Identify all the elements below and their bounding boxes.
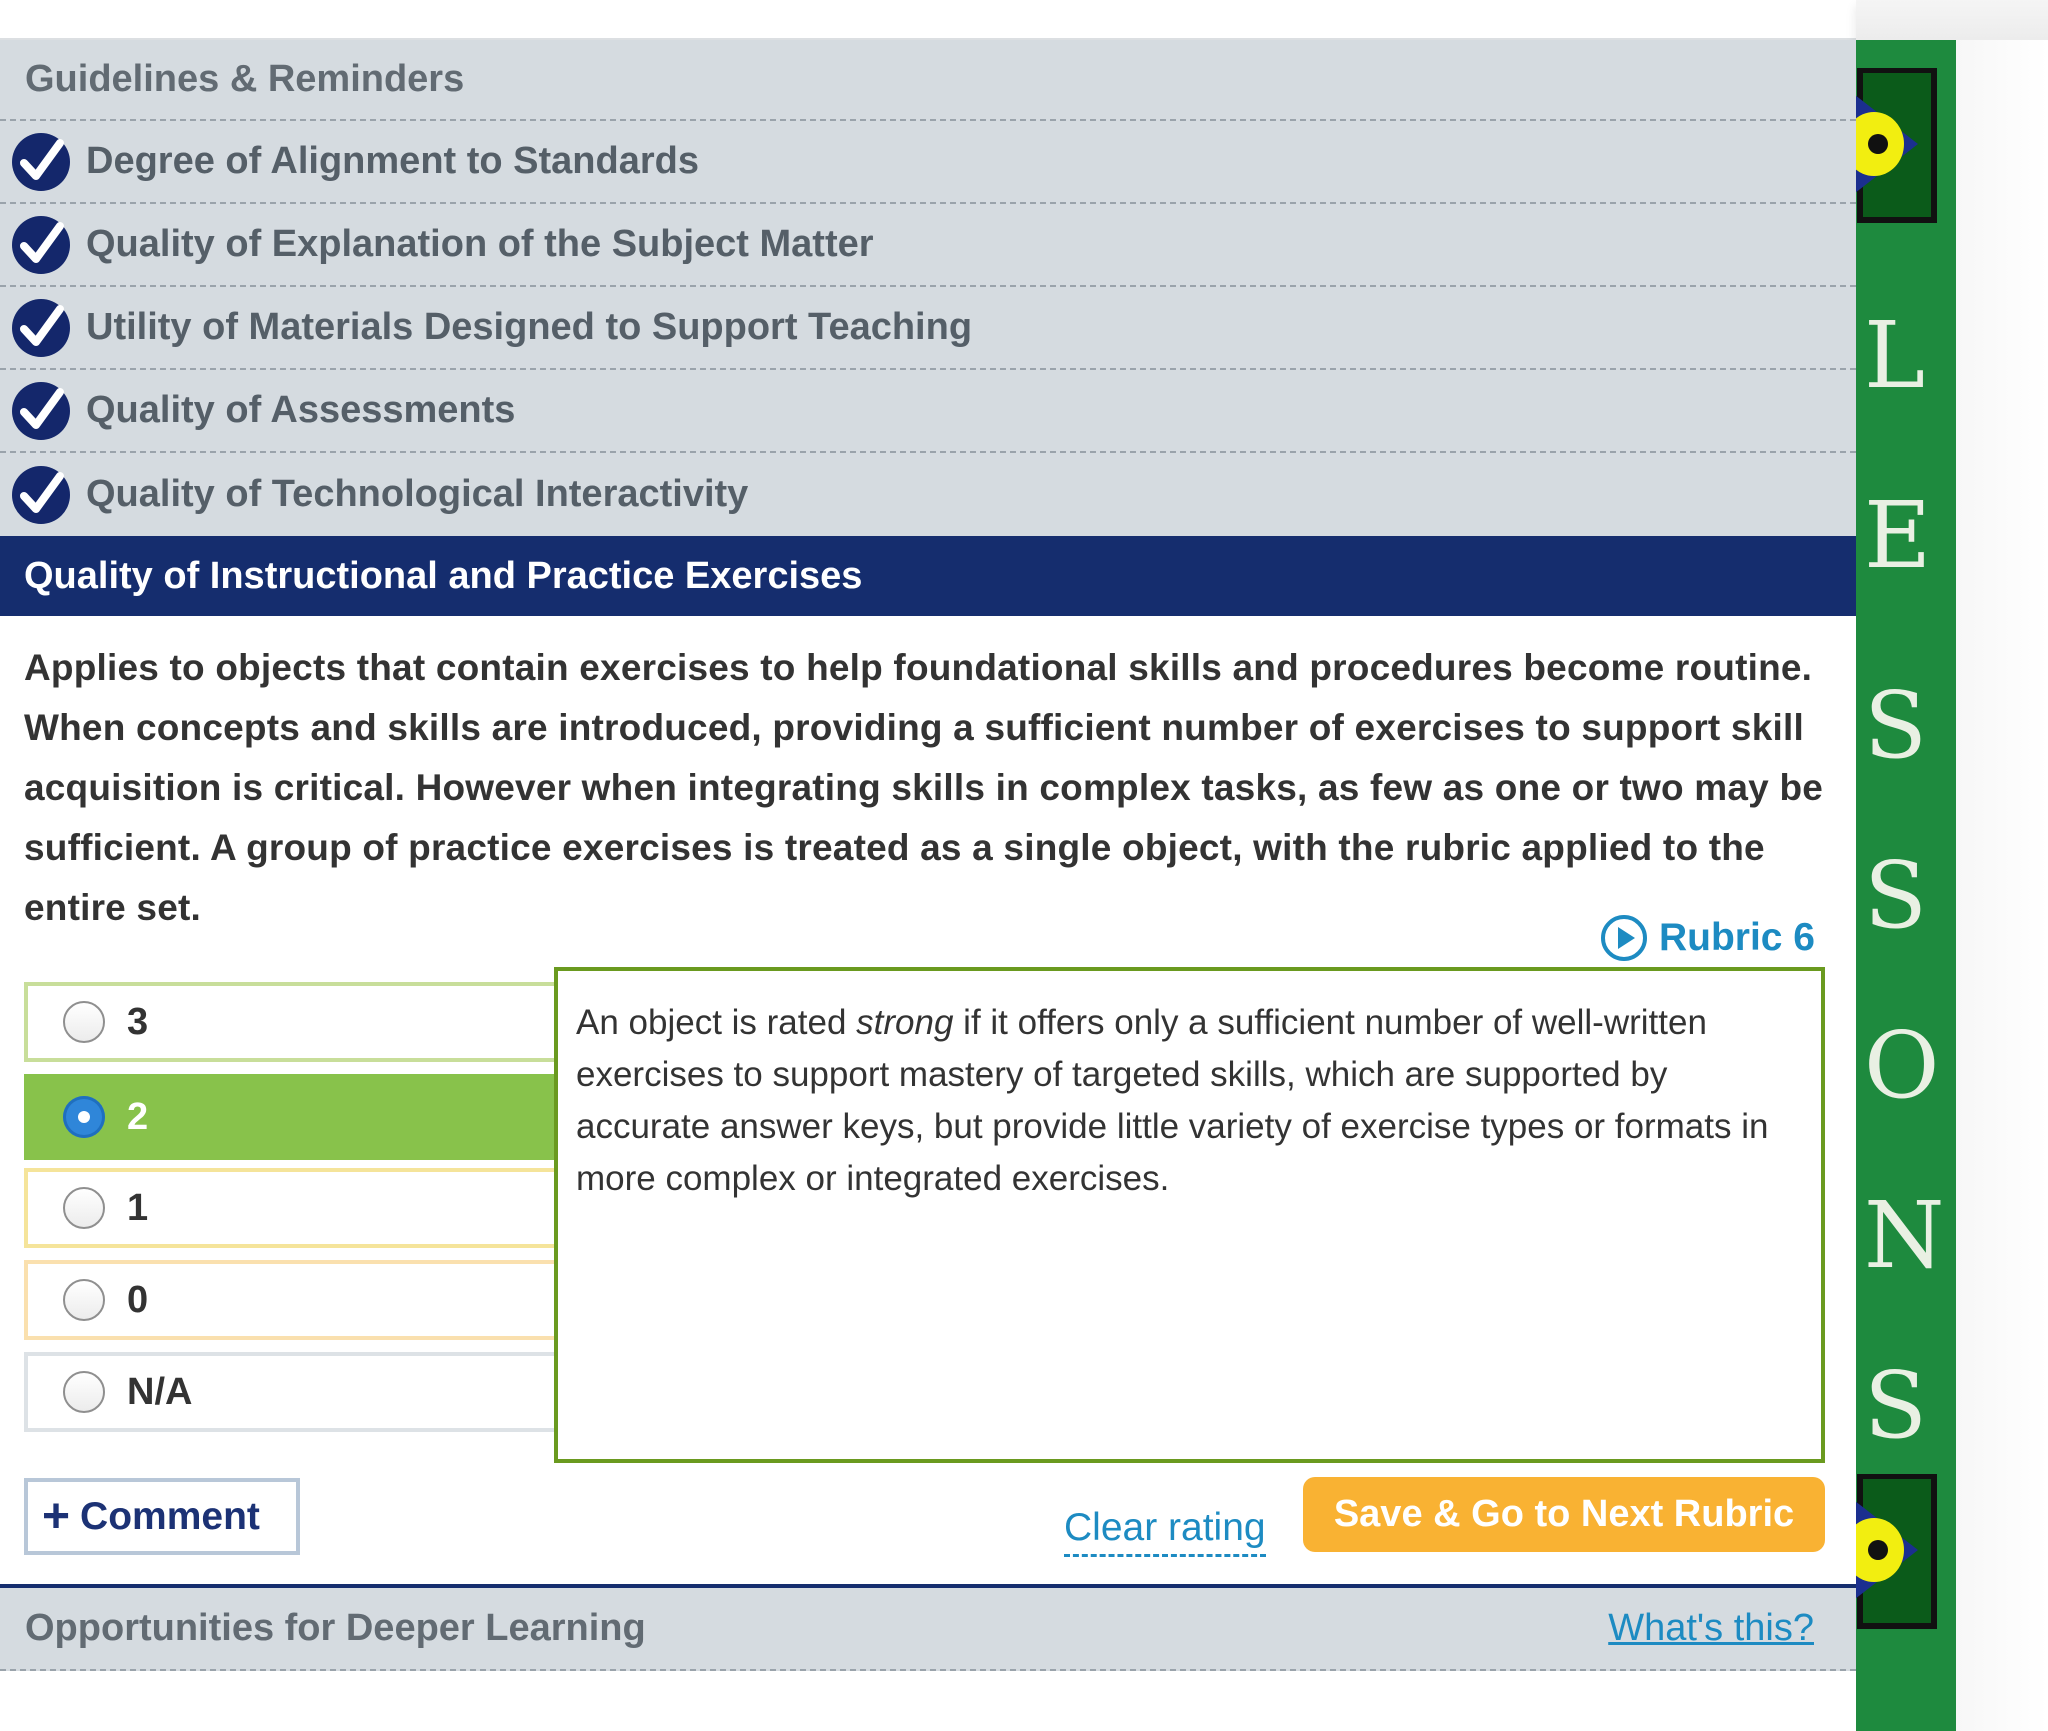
radio-button[interactable] <box>63 1187 105 1229</box>
banner-letter: N <box>1864 1182 1945 1289</box>
check-circle-icon <box>10 131 72 193</box>
guideline-item[interactable] <box>0 453 1856 536</box>
guidelines-header[interactable] <box>0 40 1856 121</box>
check-circle-icon <box>10 214 72 276</box>
guidelines-title: Guidelines & Reminders <box>25 58 465 100</box>
check-circle-icon <box>10 297 72 359</box>
rating-label: 0 <box>127 1278 149 1321</box>
save-next-button[interactable] <box>1303 1477 1825 1552</box>
definition-emphasis: strong <box>856 1003 954 1042</box>
radio-button-selected[interactable] <box>63 1096 105 1138</box>
banner-letter: E <box>1864 482 1932 589</box>
definition-text: An object is rated <box>576 1003 857 1042</box>
whats-this-link[interactable]: What's this? <box>1608 1607 1814 1649</box>
guideline-item[interactable] <box>0 287 1856 370</box>
radio-button[interactable] <box>63 1371 105 1413</box>
section-description: Applies to objects that contain exercises to help foundational skills and procedures become routine. When concepts and skills are introduced, providing a sufficient number of exercises to support skill acquisition is critical. However when integrating skills in complex tasks, as few as one or two may be sufficient. A group of practice exercises is treated as a single object, with the rubric applied to the entire set. <box>24 647 1824 928</box>
rating-option-1[interactable] <box>24 1168 564 1248</box>
rating-label: 2 <box>127 1095 149 1138</box>
radio-button[interactable] <box>63 1001 105 1043</box>
section-title: Quality of Instructional and Practice Exercises <box>24 554 863 597</box>
guideline-item[interactable] <box>0 121 1856 204</box>
definition-text: if it offers only a sufficient number of well-written exercises to support mastery of targeted skills, which are supported by accurate answer keys, but provide little variety of exercise types or formats in more complex or integrated exercises. <box>576 1003 1769 1198</box>
radio-button[interactable] <box>63 1279 105 1321</box>
play-circle-icon <box>1599 913 1649 963</box>
next-section-header[interactable] <box>0 1588 1856 1671</box>
next-section-title: Opportunities for Deeper Learning <box>25 1607 646 1649</box>
rubric-link[interactable] <box>1599 913 1815 963</box>
rating-option-na[interactable] <box>24 1352 564 1432</box>
banner-letter: O <box>1864 1012 1940 1119</box>
check-circle-icon <box>10 464 72 526</box>
rating-label: 1 <box>127 1186 149 1229</box>
banner-letter: S <box>1864 842 1928 949</box>
guideline-label: Utility of Materials Designed to Support Teaching <box>86 306 973 348</box>
rating-option-2-selected[interactable] <box>24 1074 564 1160</box>
save-label: Save & Go to Next Rubric <box>1333 1493 1795 1535</box>
guideline-label: Quality of Assessments <box>86 389 516 431</box>
guideline-label: Quality of Technological Interactivity <box>86 473 749 515</box>
arrow-badge-icon <box>1856 1474 1956 1634</box>
right-margin <box>1956 40 2048 1731</box>
add-comment-button[interactable] <box>24 1478 300 1555</box>
top-right-shadow <box>1856 0 2048 40</box>
rating-label: N/A <box>127 1370 193 1413</box>
guideline-label: Quality of Explanation of the Subject Matter <box>86 223 874 265</box>
banner-letter: L <box>1864 302 1926 409</box>
rating-option-3[interactable] <box>24 982 564 1062</box>
rating-option-0[interactable] <box>24 1260 564 1340</box>
check-circle-icon <box>10 380 72 442</box>
rubric-link-label: Rubric 6 <box>1658 916 1815 959</box>
guideline-item[interactable] <box>0 204 1856 287</box>
top-bar <box>0 0 1856 40</box>
banner-letter: S <box>1864 672 1928 779</box>
decorative-banner <box>1856 40 1956 1731</box>
comment-label: Comment <box>80 1494 260 1538</box>
rating-label: 3 <box>127 1000 149 1043</box>
guidelines-list <box>0 40 1856 536</box>
section-header[interactable] <box>0 536 1856 616</box>
banner-letter: S <box>1864 1352 1928 1459</box>
guideline-item[interactable] <box>0 370 1856 453</box>
rating-definition <box>554 967 1825 1463</box>
arrow-badge-icon <box>1856 68 1956 228</box>
guideline-label: Degree of Alignment to Standards <box>86 140 699 182</box>
plus-icon: + <box>42 1489 71 1543</box>
clear-rating-link[interactable]: Clear rating <box>1064 1506 1266 1557</box>
